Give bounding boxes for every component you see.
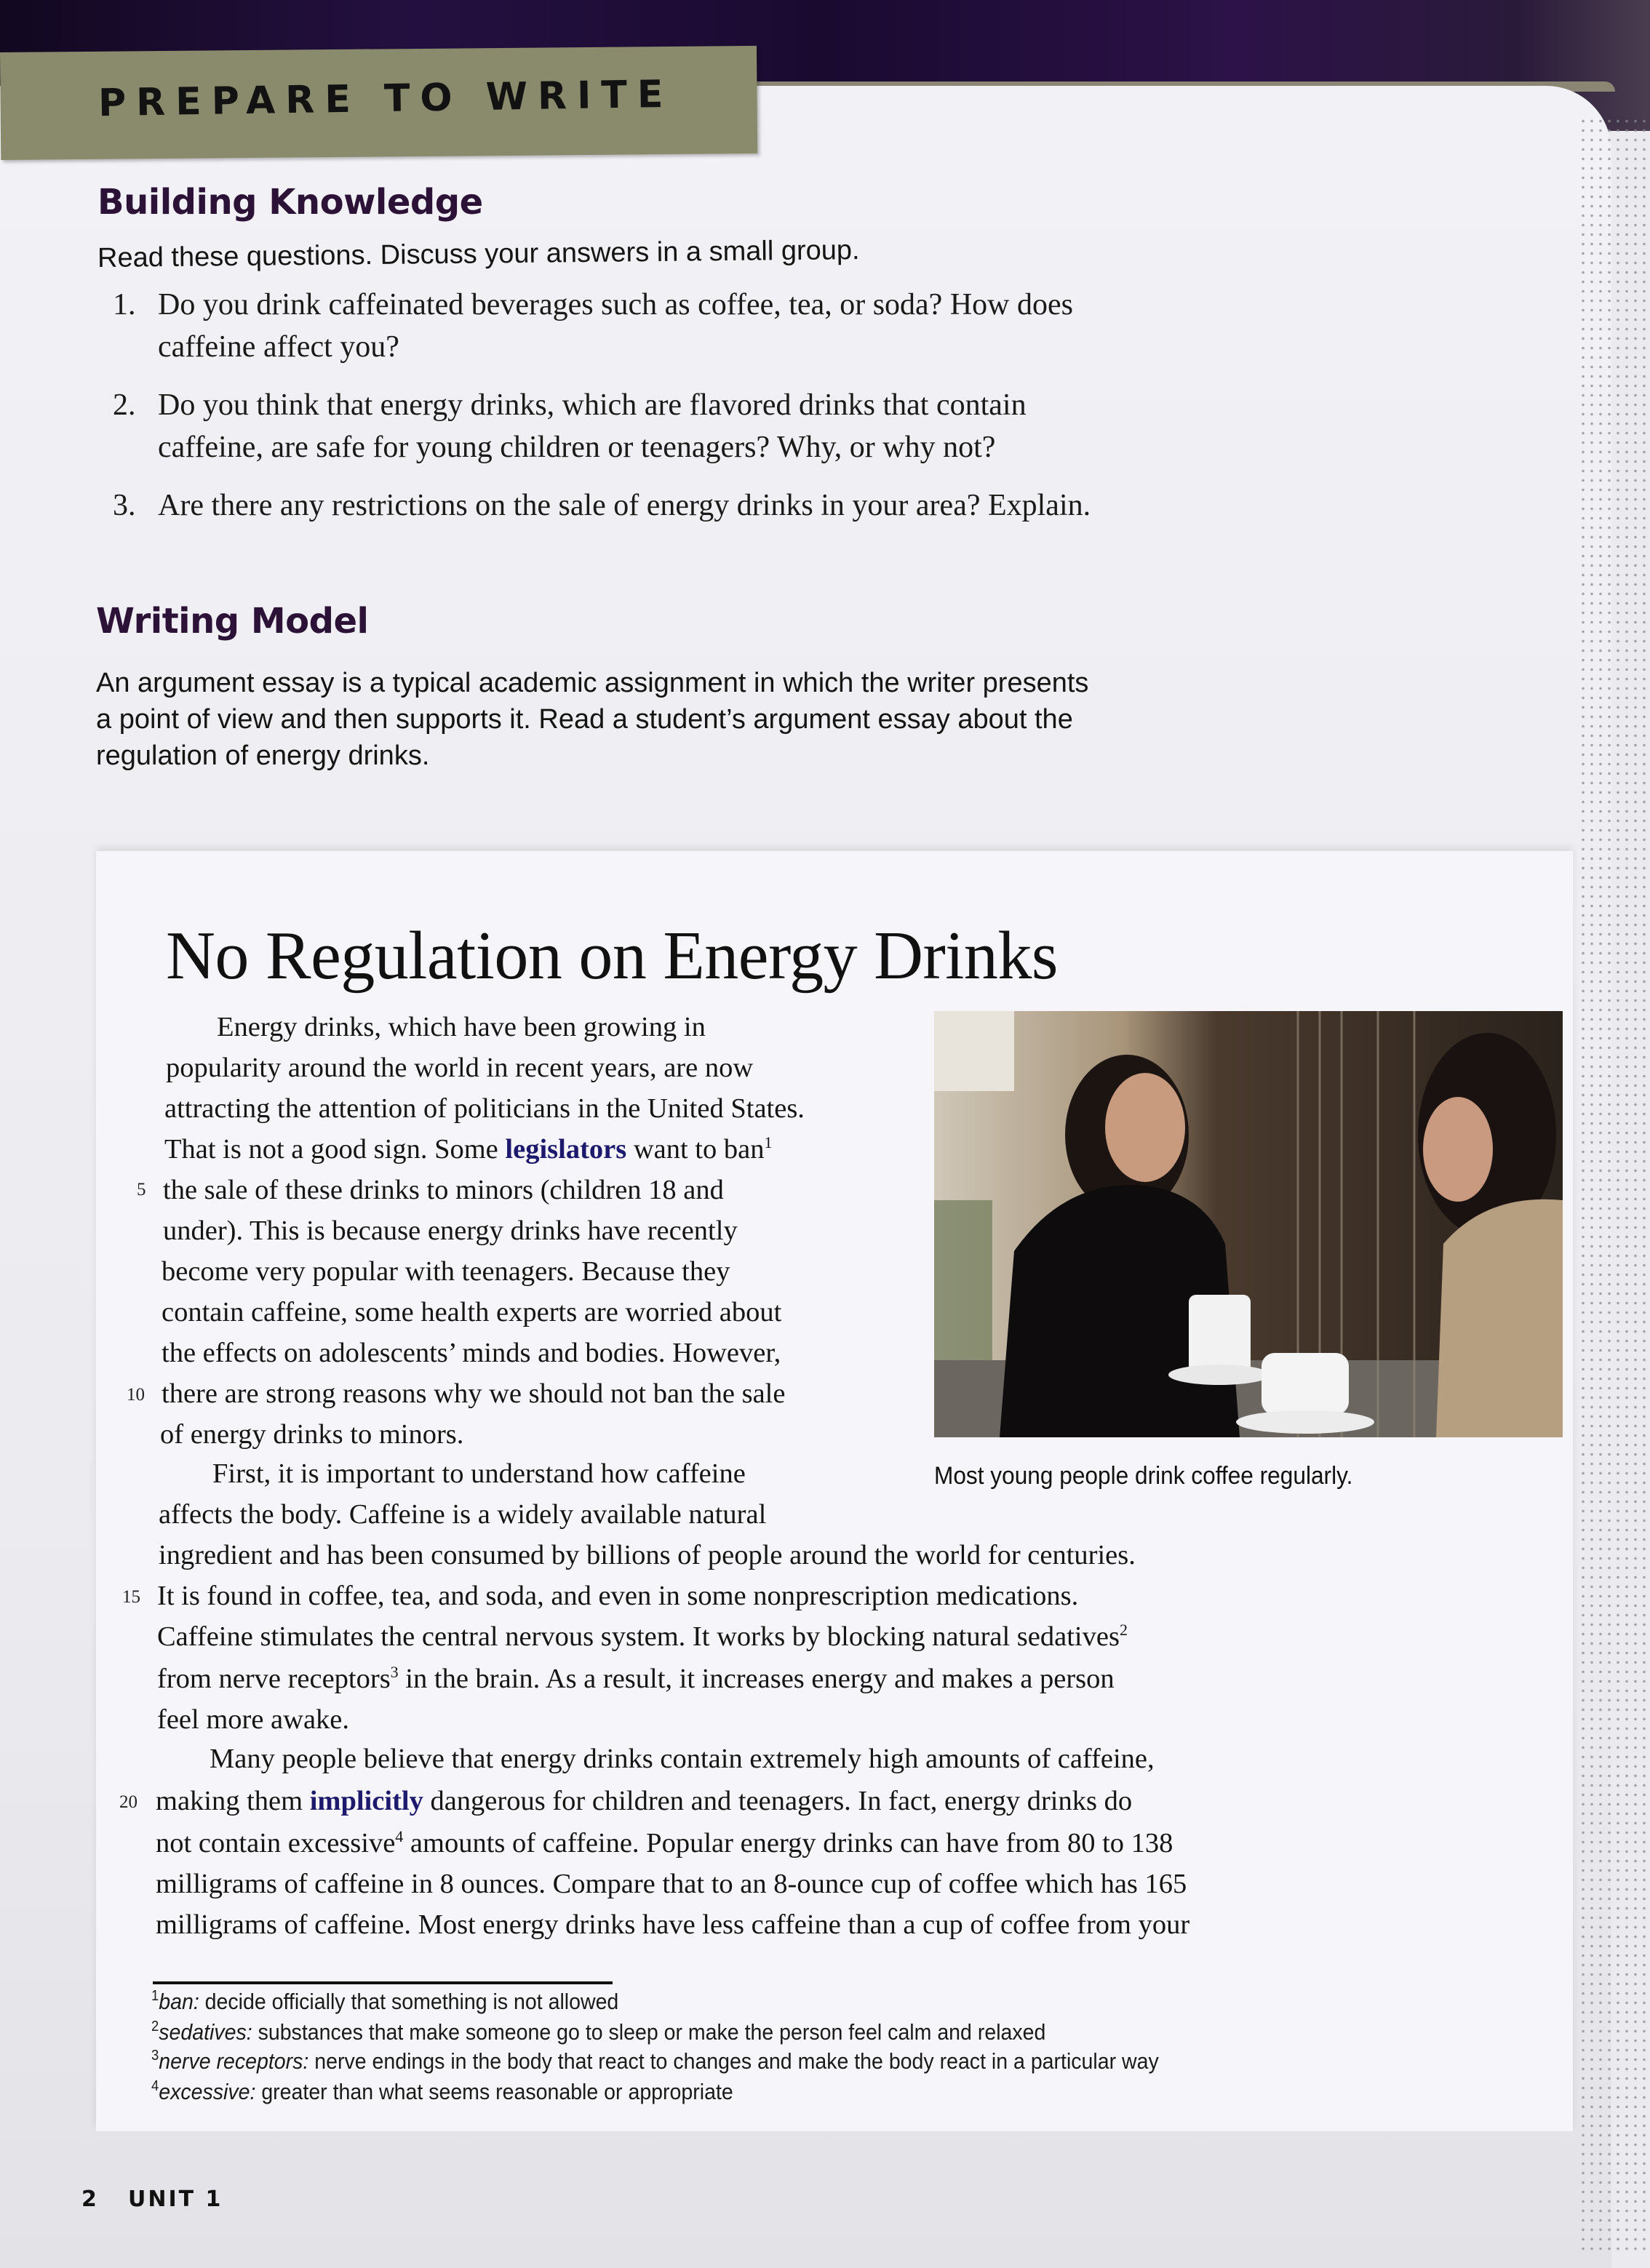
writing-model-intro-line: An argument essay is a typical academic assignment in which the writer presents bbox=[96, 668, 1089, 698]
building-knowledge-instruction: Read these questions. Discuss your answers in a small group. bbox=[97, 235, 860, 273]
essay-text: want to ban bbox=[626, 1134, 765, 1165]
footnote-divider bbox=[153, 1981, 613, 1984]
question-text: caffeine affect you? bbox=[158, 330, 399, 364]
essay-line bbox=[164, 1133, 772, 1165]
essay-line bbox=[156, 1827, 1173, 1859]
footnote-term: sedatives: bbox=[159, 2019, 252, 2045]
footnote-1 bbox=[151, 1989, 618, 2015]
essay-text: dangerous for children and teenagers. In fact, energy drinks do bbox=[423, 1786, 1133, 1816]
footnote-4 bbox=[151, 2079, 733, 2105]
essay-line: of energy drinks to minors. bbox=[160, 1419, 464, 1450]
page-number: 2 bbox=[81, 2187, 99, 2212]
essay-text: Caffeine stimulates the central nervous system. It works by blocking natural sedatives bbox=[157, 1621, 1120, 1652]
footnote-3 bbox=[151, 2048, 1159, 2075]
footnote-number: 3 bbox=[151, 2048, 159, 2064]
section-banner-label: PREPARE TO WRITE bbox=[97, 72, 674, 126]
footnote-term: ban: bbox=[159, 1989, 199, 2014]
essay-line: Many people believe that energy drinks contain extremely high amounts of caffeine, bbox=[210, 1744, 1155, 1774]
essay-line: affects the body. Caffeine is a widely available natural bbox=[159, 1499, 767, 1530]
question-item bbox=[113, 284, 1277, 368]
essay-line: milligrams of caffeine in 8 ounces. Compare that to an 8-ounce cup of coffee which has 165 bbox=[156, 1869, 1187, 1899]
footnote-definition: substances that make someone go to sleep or make the person feel calm and relaxed bbox=[252, 2019, 1046, 2045]
footnote-ref: 2 bbox=[1119, 1621, 1128, 1639]
line-number: 15 bbox=[122, 1587, 140, 1607]
essay-line: Energy drinks, which have been growing in bbox=[217, 1012, 706, 1042]
vocabulary-word-implicitly: implicitly bbox=[309, 1786, 423, 1816]
footnote-ref: 4 bbox=[395, 1827, 404, 1845]
essay-text: in the brain. As a result, it increases energy and makes a person bbox=[398, 1664, 1115, 1694]
footnote-number: 1 bbox=[151, 1988, 159, 2004]
line-number: 5 bbox=[137, 1180, 146, 1199]
footnote-term: excessive: bbox=[159, 2079, 256, 2104]
essay-line: ingredient and has been consumed by billions of people around the world for centuries. bbox=[159, 1540, 1136, 1570]
question-text: Are there any restrictions on the sale of energy drinks in your area? Explain. bbox=[158, 489, 1091, 522]
question-item bbox=[113, 484, 1277, 527]
essay-line: the sale of these drinks to minors (children 18 and bbox=[163, 1175, 724, 1205]
photo-illustration bbox=[934, 1011, 1563, 1437]
photo-two-women-drinking-coffee bbox=[934, 1011, 1563, 1437]
footnote-term: nerve receptors: bbox=[159, 2048, 309, 2074]
essay-line: It is found in coffee, tea, and soda, and even in some nonprescription medications. bbox=[157, 1581, 1079, 1611]
writing-model-intro-line: a point of view and then supports it. Read a student’s argument essay about the bbox=[96, 704, 1073, 735]
footnote-number: 4 bbox=[151, 2078, 159, 2094]
essay-text: from nerve receptors bbox=[157, 1664, 391, 1694]
question-number: 3. bbox=[113, 489, 136, 522]
question-text: Do you think that energy drinks, which are flavored drinks that contain bbox=[158, 388, 1027, 422]
footnote-definition: decide officially that something is not allowed bbox=[199, 1989, 619, 2014]
writing-model-heading: Writing Model bbox=[96, 601, 369, 642]
footnote-number: 2 bbox=[151, 2019, 159, 2035]
essay-line bbox=[157, 1621, 1128, 1653]
essay-line: the effects on adolescents’ minds and bodies. However, bbox=[162, 1338, 781, 1368]
unit-label: UNIT 1 bbox=[128, 2187, 223, 2212]
question-text: caffeine, are safe for young children or teenagers? Why, or why not? bbox=[158, 431, 996, 464]
footnote-definition: greater than what seems reasonable or appropriate bbox=[255, 2079, 733, 2104]
essay-line: feel more awake. bbox=[157, 1704, 349, 1735]
writing-model-intro-line: regulation of energy drinks. bbox=[96, 740, 430, 771]
vocabulary-word-legislators: legislators bbox=[505, 1134, 627, 1165]
question-number: 1. bbox=[113, 288, 136, 322]
essay-text: not contain excessive bbox=[156, 1828, 396, 1858]
essay-line: popularity around the world in recent years, are now bbox=[166, 1053, 754, 1083]
footnote-ref: 3 bbox=[390, 1663, 399, 1681]
question-item bbox=[113, 384, 1277, 468]
discussion-questions bbox=[113, 284, 1277, 537]
essay-line: attracting the attention of politicians in the United States. bbox=[164, 1093, 805, 1124]
essay-text: amounts of caffeine. Popular energy drinks can have from 80 to 138 bbox=[403, 1828, 1173, 1858]
essay-line: under). This is because energy drinks have recently bbox=[163, 1215, 738, 1246]
essay-line: become very popular with teenagers. Because they bbox=[162, 1256, 730, 1287]
question-text: Do you drink caffeinated beverages such as coffee, tea, or soda? How does bbox=[158, 288, 1073, 322]
essay-line: there are strong reasons why we should not ban the sale bbox=[162, 1378, 786, 1409]
essay-line bbox=[157, 1663, 1115, 1695]
footnote-2 bbox=[151, 2019, 1045, 2045]
question-number: 2. bbox=[113, 388, 136, 422]
building-knowledge-heading: Building Knowledge bbox=[97, 182, 483, 223]
line-number: 10 bbox=[127, 1385, 145, 1405]
page-edge-dot-pattern bbox=[1579, 116, 1650, 2255]
essay-text: making them bbox=[156, 1786, 310, 1816]
line-number: 20 bbox=[119, 1792, 138, 1812]
essay-line: First, it is important to understand how caffeine bbox=[212, 1458, 746, 1489]
footnote-definition: nerve endings in the body that react to changes and make the body react in a particular way bbox=[308, 2048, 1159, 2074]
photo-caption: Most young people drink coffee regularly. bbox=[934, 1462, 1353, 1490]
footnote-ref: 1 bbox=[764, 1133, 773, 1151]
essay-title: No Regulation on Energy Drinks bbox=[166, 918, 1059, 994]
essay-line: milligrams of caffeine. Most energy drinks have less caffeine than a cup of coffee from your bbox=[156, 1909, 1190, 1940]
essay-line: contain caffeine, some health experts are worried about bbox=[162, 1297, 782, 1327]
essay-line bbox=[156, 1785, 1132, 1817]
essay-text: That is not a good sign. Some bbox=[164, 1134, 506, 1165]
writing-model-intro bbox=[96, 665, 1088, 774]
